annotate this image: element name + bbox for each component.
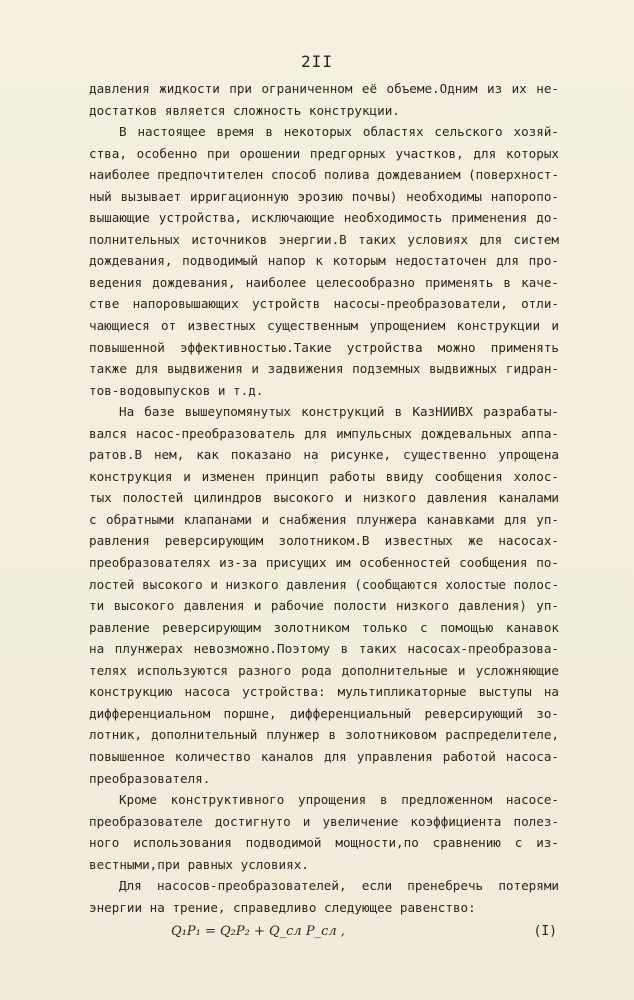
text-line: стве напоровышающих устройств насосы-преобразователи, отли- (89, 296, 559, 312)
text-line: преобразователе достигнуто и увеличение коэффициента полез- (89, 813, 559, 829)
text-line: ти высокого давления и рабочие полости низкого давления) уп- (89, 598, 559, 614)
formula: Q₁P₁ = Q₂P₂ + Q_сл P_сл , (171, 924, 345, 940)
text-line: с обратными клапанами и снабжения плунжера канавками для уп- (89, 511, 559, 527)
text-line: телях используются разного рода дополнительные и усложняющие (89, 662, 559, 678)
text-line: полнительных источников энергии.В таких условиях для систем (89, 231, 559, 247)
text-line: давления жидкости при ограниченном её объеме.Одним из их не- (89, 81, 559, 96)
text-line: ный вызывает ирригационную эрозию почвы) необходимы напоропо- (89, 188, 559, 204)
text-line: наиболее предпочтителен способ полива дождеванием (поверхност- (89, 167, 560, 183)
text-line: ства, особенно при орошении предгорных участков, для которых (89, 145, 559, 161)
formula-row (89, 920, 559, 950)
text-line: ратов.В нем, как показано на рисунке, существенно упрощена (89, 447, 559, 463)
text-line: конструкцию насоса устройства: мультипликаторные выступы на (89, 684, 559, 700)
body-text (89, 78, 559, 950)
text-line: повышенной эффективностью.Такие устройства можно применять (89, 339, 559, 355)
text-line: ведения дождевания, наиболее целесообразно применять в каче- (89, 274, 559, 290)
text-line: на плунжерах невозможно.Поэтому в таких насосах-преобразова- (89, 641, 559, 657)
text-line: чающиеся от известных существенным упрощением конструкции и (89, 318, 559, 334)
text-line: вался насос-преобразователь для импульсных дождевальных аппа- (89, 425, 559, 441)
equation-number: (I) (533, 924, 557, 940)
text-line: также для выдвижения и задвижения подземных выдвижных гидран- (89, 361, 559, 377)
text-line: достатков является сложность конструкции. (89, 102, 400, 118)
text-line: конструкция и изменен принцип работы ввиду сообщения холос- (89, 468, 559, 484)
text-line: энергии на трение, справедливо следующее равенство: (89, 899, 476, 915)
text-line: равления реверсирующим золотником.В известных же насосах- (89, 533, 559, 549)
text-line: лостей высокого и низкого давления (сообщаются холостые полос- (89, 576, 560, 592)
text-line: преобразователях из-за присущих им особенностей сообщения по- (89, 555, 559, 571)
text-line: преобразователя. (89, 770, 211, 786)
text-line: На базе вышеупомянутых конструкций в КазНИИВХ разрабаты- (119, 404, 559, 420)
text-line: вестными,при равных условиях. (89, 856, 309, 872)
text-line: ного использования подводимой мощности,по сравнению с из- (89, 835, 559, 851)
text-line: повышенное количество каналов для управления работой насоса- (89, 748, 559, 764)
text-line: тых полостей цилиндров высокого и низкого давления каналами (89, 490, 559, 506)
text-line: лотник, дополнительный плунжер в золотниковом распределителе, (89, 727, 559, 743)
text-line: В настоящее время в некоторых областях сельского хозяй- (119, 124, 559, 140)
text-line: равление реверсирующим золотником только с помощью канавок (89, 619, 559, 635)
text-line: дифференциальном поршне, дифференциальный реверсирующий зо- (89, 705, 559, 721)
text-line: Для насосов-преобразователей, если пренебречь потерями (119, 878, 559, 894)
text-line: Кроме конструктивного упрощения в предложенном насосе- (119, 792, 559, 808)
text-line: вышающие устройства, исключающие необходимость применения до- (89, 210, 559, 226)
text-line: тов-водовыпусков и т.д. (89, 382, 264, 398)
page-number: 2II (301, 52, 333, 71)
text-line: дождевания, подводимый напор к которым недостаточен для про- (89, 253, 559, 269)
